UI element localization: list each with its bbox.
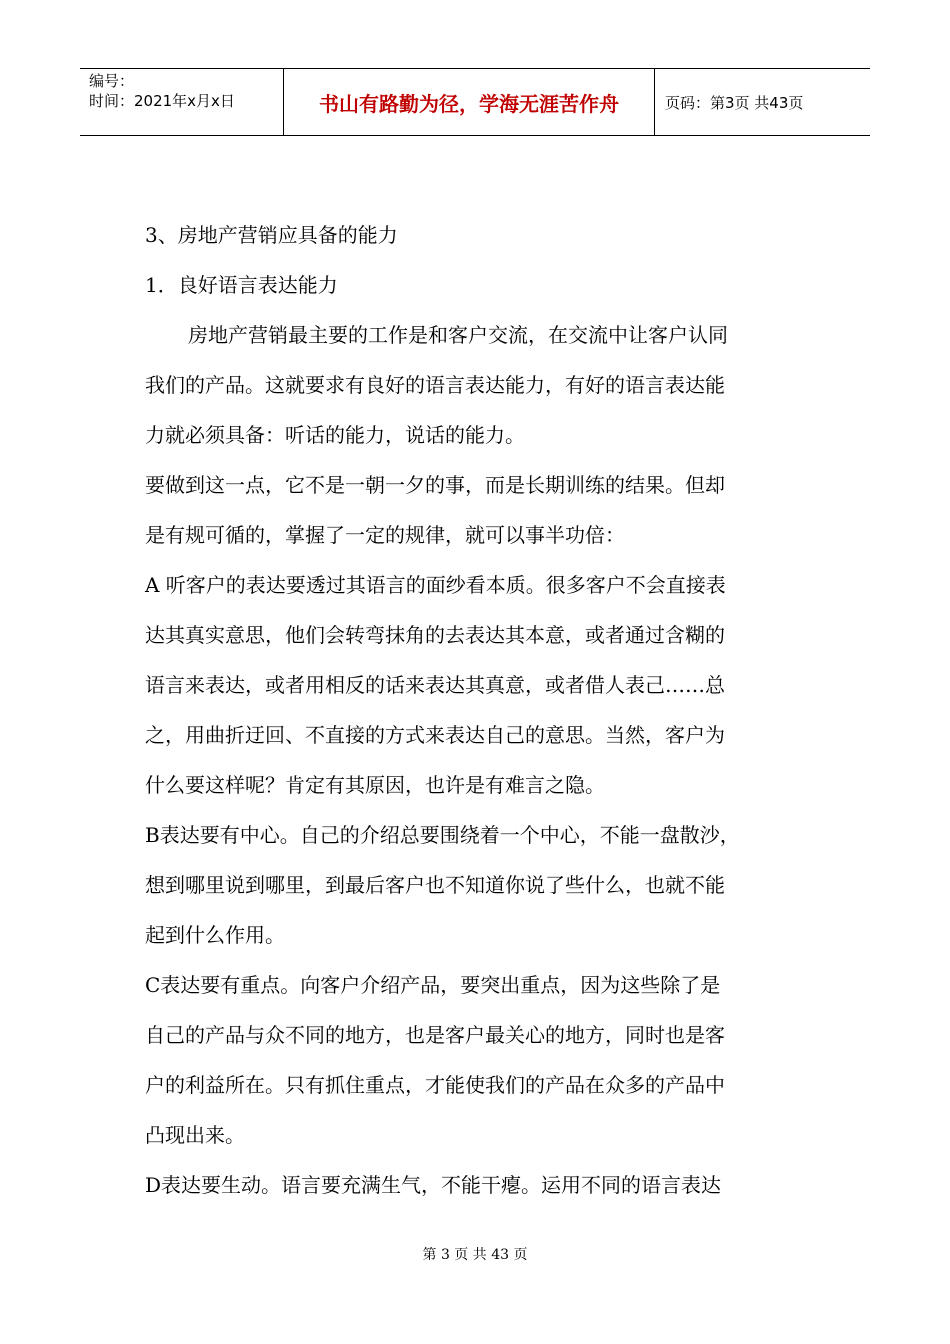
- body-line: 我们的产品。这就要求有良好的语言表达能力，有好的语言表达能: [145, 373, 725, 397]
- body-line: 自己的产品与众不同的地方，也是客户最关心的地方，同时也是客: [145, 1023, 725, 1047]
- document-header: [80, 68, 870, 136]
- body-line: 之，用曲折迂回、不直接的方式来表达自己的意思。当然，客户为: [145, 723, 725, 747]
- body-line: C表达要有重点。向客户介绍产品，要突出重点，因为这些除了是: [145, 973, 721, 997]
- header-page-info: 页码：第3页 共43页: [665, 93, 804, 112]
- body-line: B表达要有中心。自己的介绍总要围绕着一个中心，不能一盘散沙，: [145, 823, 740, 847]
- body-line: 想到哪里说到哪里，到最后客户也不知道你说了些什么，也就不能: [145, 873, 725, 897]
- body-line: 起到什么作用。: [145, 923, 285, 947]
- document-time-label: 时间：2021年x月x日: [89, 92, 235, 110]
- header-meta: [89, 71, 235, 111]
- document-body: [145, 210, 805, 1210]
- body-line: D表达要生动。语言要充满生气，不能干瘪。运用不同的语言表达: [145, 1173, 722, 1197]
- subsection-heading: 1．良好语言表达能力: [145, 273, 338, 297]
- body-line: 力就必须具备：听话的能力，说话的能力。: [145, 423, 525, 447]
- body-line: 是有规可循的，掌握了一定的规律，就可以事半功倍：: [145, 523, 625, 547]
- header-motto: 书山有路勤为径，学海无涯苦作舟: [319, 91, 619, 116]
- body-line: 要做到这一点，它不是一朝一夕的事，而是长期训练的结果。但却: [145, 473, 725, 497]
- document-number-label: 编号：: [89, 72, 135, 90]
- body-line: 凸现出来。: [145, 1123, 245, 1147]
- body-line: 达其真实意思，他们会转弯抹角的去表达其本意，或者通过含糊的: [145, 623, 725, 647]
- body-line: A 听客户的表达要透过其语言的面纱看本质。很多客户不会直接表: [145, 573, 726, 597]
- page-footer: 第 3 页 共 43 页: [422, 1247, 528, 1263]
- section-heading: 3、房地产营销应具备的能力: [145, 223, 398, 247]
- body-line: 什么要这样呢？肯定有其原因，也许是有难言之隐。: [145, 773, 605, 797]
- body-line: 房地产营销最主要的工作是和客户交流，在交流中让客户认同: [188, 323, 728, 347]
- body-line: 语言来表达，或者用相反的话来表达其真意，或者借人表己……总: [145, 673, 725, 697]
- body-line: 户的利益所在。只有抓住重点，才能使我们的产品在众多的产品中: [145, 1073, 725, 1097]
- header-divider: [654, 69, 655, 135]
